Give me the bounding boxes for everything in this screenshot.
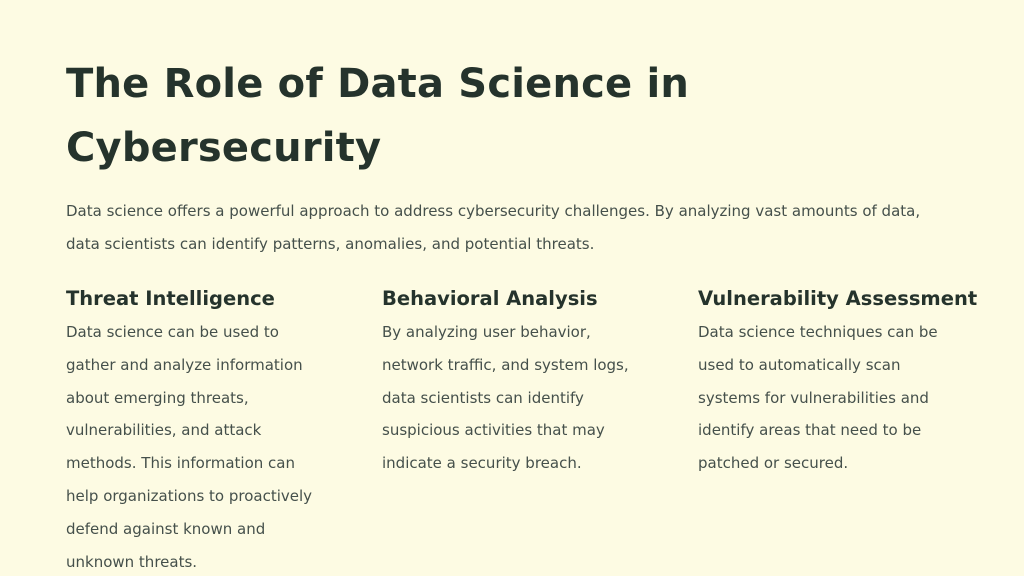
column-threat-intelligence <box>66 284 386 571</box>
column-vulnerability-assessment <box>698 284 1018 473</box>
column-heading: Behavioral Analysis <box>382 287 598 310</box>
column-text: By analyzing user behavior, network traffic, and system logs, data scientists can identify suspicious activities that may indicate a security breach. <box>382 323 629 473</box>
column-text: Data science techniques can be used to automatically scan systems for vulnerabilities and identify areas that need to be patched or secured. <box>698 323 938 473</box>
intro-paragraph: Data science offers a powerful approach to address cybersecurity challenges. By analyzing vast amounts of data, data scientists can identify patterns, anomalies, and potential threats. <box>66 202 921 253</box>
slide-title: The Role of Data Science in Cybersecurity <box>66 61 690 171</box>
column-text: Data science can be used to gather and analyze information about emerging threats, vulnerabilities, and attack methods. This information can help organizations to proactively defend against known and unknown threats. <box>66 323 313 571</box>
column-behavioral-analysis <box>382 284 702 473</box>
column-heading: Vulnerability Assessment <box>698 287 978 310</box>
column-heading: Threat Intelligence <box>66 287 275 310</box>
